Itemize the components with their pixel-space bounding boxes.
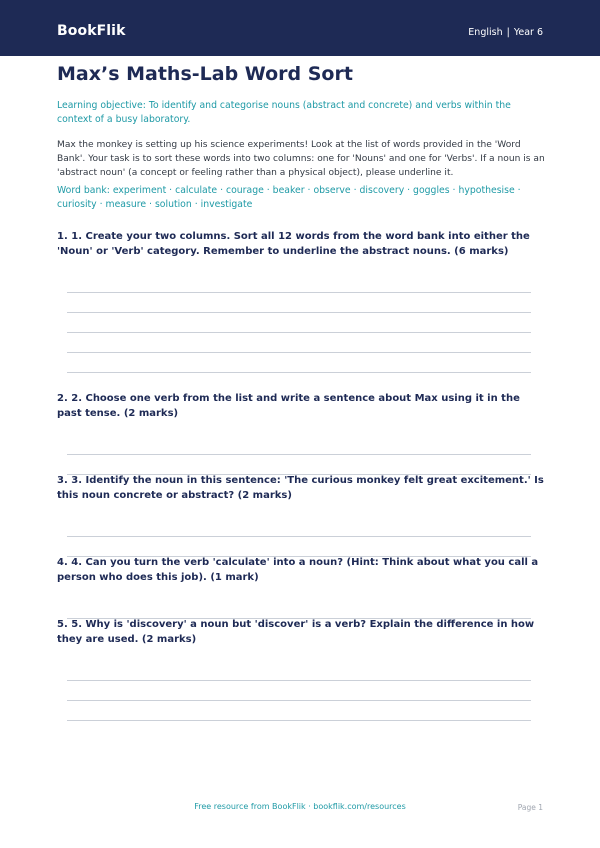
question-4: 4. 4. Can you turn the verb 'calculate' into a noun? (Hint: Think about what you call a person who does this job). (1 mark) [57, 557, 539, 583]
question-2: 2. 2. Choose one verb from the list and write a sentence about Max using it in the past tense. (2 marks) [57, 393, 520, 419]
question-3: 3. 3. Identify the noun in this sentence: 'The curious monkey felt great excitement.' Is this noun concrete or abstract? (2 marks) [57, 475, 544, 501]
footer-link[interactable]: Free resource from BookFlik · bookflik.com/resources [194, 802, 406, 811]
learning-objective: Learning objective: To identify and categorise nouns (abstract and concrete) and verbs within the context of a busy laboratory. [57, 100, 511, 125]
brand-logo[interactable]: BookFlik [57, 23, 126, 39]
question-5: 5. 5. Why is 'discovery' a noun but 'discover' is a verb? Explain the difference in how they are used. (2 marks) [57, 619, 535, 645]
intro-text: Max the monkey is setting up his science experiments! Look at the list of words provided in the 'Word Bank'. Your task is to sort these words into two columns: one for 'Nouns' and one for 'Verbs'. If a noun is an 'abstract noun' (a concept or feeling rather than a physical object), please underline it. [57, 140, 545, 178]
answer-line[interactable] [67, 332, 531, 333]
page-number: Page 1 [517, 803, 543, 812]
subject-separator: | [506, 27, 510, 38]
answer-line[interactable] [67, 312, 531, 313]
answer-line[interactable] [67, 720, 531, 721]
answer-line[interactable] [67, 536, 531, 537]
subject-year [468, 27, 543, 38]
answer-line[interactable] [67, 352, 531, 353]
answer-line[interactable] [67, 372, 531, 373]
answer-line[interactable] [67, 680, 531, 681]
answer-line[interactable] [67, 292, 531, 293]
subject-label: English [468, 27, 503, 38]
question-1: 1. 1. Create your two columns. Sort all 12 words from the word bank into either the 'Noun' or 'Verb' category. Remember to underline the abstract nouns. (6 marks) [57, 231, 530, 257]
answer-line[interactable] [67, 454, 531, 455]
year-label: Year 6 [513, 27, 543, 38]
header-bar [0, 0, 600, 56]
worksheet-title: Max’s Maths-Lab Word Sort [57, 63, 353, 85]
answer-line[interactable] [67, 700, 531, 701]
word-bank: Word bank: experiment · calculate · courage · beaker · observe · discovery · goggles · hypothesise · curiosity · measure · solution · investigate [57, 185, 521, 210]
